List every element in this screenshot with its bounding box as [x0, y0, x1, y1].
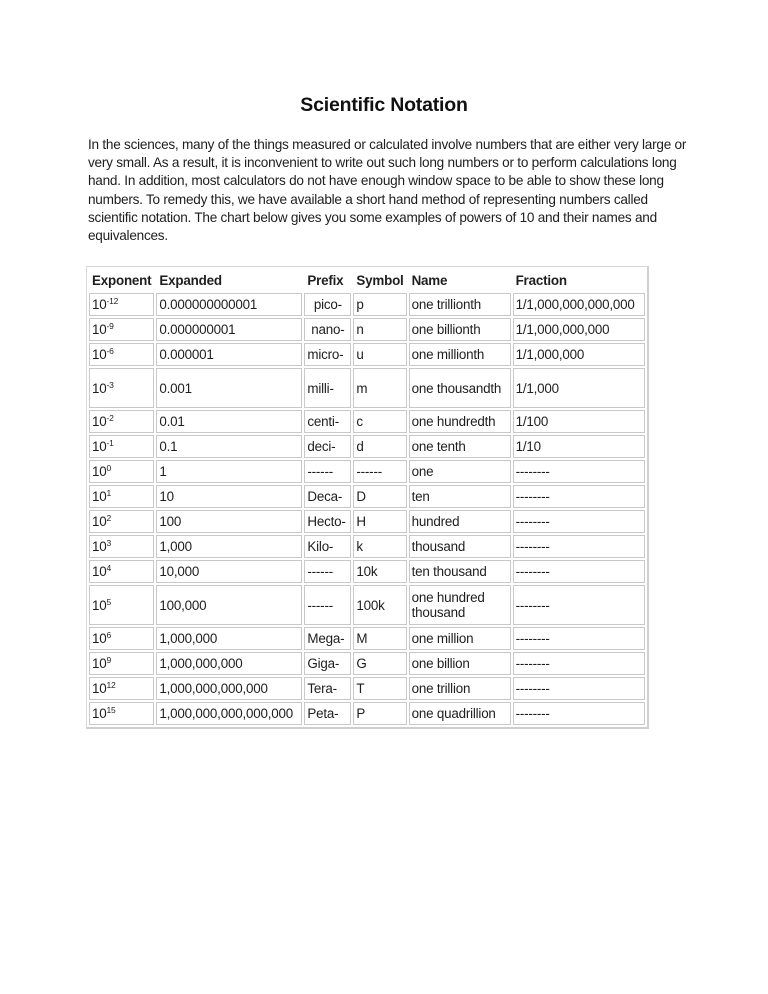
- symbol-cell: p: [353, 293, 406, 316]
- exponent-power: -9: [106, 321, 114, 331]
- name-cell: one hundred thousand: [409, 585, 511, 625]
- exponent-cell: [89, 318, 154, 341]
- prefix-cell: ------: [304, 460, 351, 483]
- exponent-base: 10: [92, 706, 107, 721]
- exponent-cell: [89, 535, 154, 558]
- exponent-power: -6: [106, 346, 114, 356]
- exponent-base: 10: [92, 597, 107, 613]
- symbol-cell: c: [353, 410, 406, 433]
- exponent-cell: [89, 510, 154, 533]
- name-cell: one trillionth: [409, 293, 511, 316]
- exponent-cell: [89, 560, 154, 583]
- prefix-cell: deci-: [304, 435, 351, 458]
- exponent-power: 9: [106, 655, 112, 665]
- prefix-cell: ------: [304, 585, 351, 625]
- expanded-cell: 0.1: [156, 435, 302, 458]
- fraction-cell: 1/1,000: [513, 368, 645, 408]
- exponent-power: 0: [106, 463, 112, 473]
- exponent-base: 10: [92, 656, 107, 671]
- prefix-cell: milli-: [304, 368, 351, 408]
- exponent-power: 12: [106, 680, 116, 690]
- name-cell: one tenth: [409, 435, 511, 458]
- name-cell: one trillion: [409, 677, 511, 700]
- prefix-cell: Kilo-: [304, 535, 351, 558]
- table-row: [89, 677, 645, 700]
- name-cell: one thousandth: [409, 368, 511, 408]
- header-prefix: Prefix: [304, 269, 351, 291]
- table-row: [89, 627, 645, 650]
- page-title: Scientific Notation: [300, 94, 468, 116]
- prefix-cell: ------: [304, 560, 351, 583]
- expanded-cell: 0.000000001: [156, 318, 302, 341]
- prefix-cell: pico-: [304, 293, 351, 316]
- exponent-base: 10: [92, 489, 107, 504]
- exponent-base: 10: [92, 322, 107, 337]
- exponent-cell: [89, 293, 154, 316]
- table-row: [89, 318, 645, 341]
- name-cell: hundred: [409, 510, 511, 533]
- symbol-cell: u: [353, 343, 406, 366]
- symbol-cell: m: [353, 368, 406, 408]
- symbol-cell: M: [353, 627, 406, 650]
- expanded-cell: 0.01: [156, 410, 302, 433]
- exponent-cell: [89, 652, 154, 675]
- table-row: [89, 368, 645, 408]
- fraction-cell: 1/10: [513, 435, 645, 458]
- prefix-cell: Giga-: [304, 652, 351, 675]
- prefix-cell: nano-: [304, 318, 351, 341]
- exponent-base: 10: [92, 347, 107, 362]
- symbol-cell: H: [353, 510, 406, 533]
- table-row: [89, 343, 645, 366]
- exponent-base: 10: [92, 539, 107, 554]
- exponent-power: 6: [106, 630, 112, 640]
- exponent-power: 3: [106, 538, 112, 548]
- header-fraction: Fraction: [513, 269, 645, 291]
- exponent-cell: [89, 343, 154, 366]
- fraction-cell: --------: [513, 460, 645, 483]
- prefix-cell: Deca-: [304, 485, 351, 508]
- exponent-power: -3: [106, 379, 114, 390]
- powers-of-ten-table: [86, 266, 649, 729]
- table-row: [89, 410, 645, 433]
- fraction-cell: --------: [513, 652, 645, 675]
- exponent-cell: [89, 410, 154, 433]
- exponent-cell: [89, 702, 154, 725]
- exponent-base: 10: [92, 297, 107, 312]
- expanded-cell: 1,000,000: [156, 627, 302, 650]
- symbol-cell: D: [353, 485, 406, 508]
- symbol-cell: T: [353, 677, 406, 700]
- expanded-cell: 1,000,000,000: [156, 652, 302, 675]
- name-cell: one million: [409, 627, 511, 650]
- table-row: [89, 702, 645, 725]
- table-row: [89, 535, 645, 558]
- exponent-power: 5: [106, 596, 112, 607]
- exponent-cell: [89, 460, 154, 483]
- exponent-base: 10: [92, 439, 107, 454]
- prefix-cell: Peta-: [304, 702, 351, 725]
- exponent-base: 10: [92, 631, 107, 646]
- expanded-cell: 100: [156, 510, 302, 533]
- name-cell: one billionth: [409, 318, 511, 341]
- exponent-cell: [89, 485, 154, 508]
- name-cell: ten thousand: [409, 560, 511, 583]
- expanded-cell: 0.000001: [156, 343, 302, 366]
- name-cell: one hundredth: [409, 410, 511, 433]
- symbol-cell: P: [353, 702, 406, 725]
- symbol-cell: ------: [353, 460, 406, 483]
- expanded-cell: 10,000: [156, 560, 302, 583]
- exponent-base: 10: [92, 414, 107, 429]
- exponent-cell: [89, 585, 154, 625]
- prefix-cell: micro-: [304, 343, 351, 366]
- expanded-cell: 1,000,000,000,000,000: [156, 702, 302, 725]
- fraction-cell: --------: [513, 510, 645, 533]
- exponent-power: 2: [106, 513, 112, 523]
- symbol-cell: n: [353, 318, 406, 341]
- prefix-cell: Mega-: [304, 627, 351, 650]
- exponent-base: 10: [92, 380, 107, 396]
- exponent-cell: [89, 435, 154, 458]
- exponent-cell: [89, 677, 154, 700]
- name-cell: thousand: [409, 535, 511, 558]
- table-header-row: [89, 269, 645, 291]
- fraction-cell: --------: [513, 560, 645, 583]
- table-row: [89, 585, 645, 625]
- table-row: [89, 652, 645, 675]
- symbol-cell: 100k: [353, 585, 406, 625]
- expanded-cell: 1,000: [156, 535, 302, 558]
- name-cell: one billion: [409, 652, 511, 675]
- header-name: Name: [409, 269, 511, 291]
- expanded-cell: 1: [156, 460, 302, 483]
- expanded-cell: 1,000,000,000,000: [156, 677, 302, 700]
- header-exponent: Exponent: [89, 269, 154, 291]
- exponent-power: -12: [106, 296, 119, 306]
- fraction-cell: --------: [513, 677, 645, 700]
- exponent-base: 10: [92, 564, 107, 579]
- fraction-cell: --------: [513, 535, 645, 558]
- table-row: [89, 510, 645, 533]
- header-expanded: Expanded: [156, 269, 302, 291]
- fraction-cell: --------: [513, 627, 645, 650]
- fraction-cell: 1/1,000,000,000: [513, 318, 645, 341]
- fraction-cell: --------: [513, 702, 645, 725]
- fraction-cell: --------: [513, 485, 645, 508]
- fraction-cell: 1/1,000,000,000,000: [513, 293, 645, 316]
- name-cell: one quadrillion: [409, 702, 511, 725]
- symbol-cell: k: [353, 535, 406, 558]
- header-symbol: Symbol: [353, 269, 406, 291]
- expanded-cell: 0.000000000001: [156, 293, 302, 316]
- symbol-cell: d: [353, 435, 406, 458]
- name-cell: one: [409, 460, 511, 483]
- prefix-cell: Tera-: [304, 677, 351, 700]
- table-row: [89, 293, 645, 316]
- exponent-power: 4: [106, 563, 112, 573]
- expanded-cell: 0.001: [156, 368, 302, 408]
- prefix-cell: Hecto-: [304, 510, 351, 533]
- name-cell: one millionth: [409, 343, 511, 366]
- intro-paragraph: In the sciences, many of the things measured or calculated involve numbers that are either very large or very small. As a result, it is inconvenient to write out such long numbers or to perform calculations long hand. In addition, most calculators do not have enough window space to be able to show these long numbers. To remedy this, we have available a short hand method of representing numbers called scientific notation. The chart below gives you some examples of powers of 10 and their names and equivalences.: [88, 137, 687, 244]
- exponent-base: 10: [92, 514, 107, 529]
- exponent-power: -2: [106, 413, 114, 423]
- exponent-power: 1: [106, 488, 112, 498]
- prefix-cell: centi-: [304, 410, 351, 433]
- exponent-cell: [89, 627, 154, 650]
- table-row: [89, 485, 645, 508]
- exponent-power: -1: [106, 438, 114, 448]
- table-row: [89, 435, 645, 458]
- fraction-cell: --------: [513, 585, 645, 625]
- exponent-base: 10: [92, 681, 107, 696]
- fraction-cell: 1/100: [513, 410, 645, 433]
- table-row: [89, 460, 645, 483]
- expanded-cell: 10: [156, 485, 302, 508]
- expanded-cell: 100,000: [156, 585, 302, 625]
- symbol-cell: 10k: [353, 560, 406, 583]
- exponent-base: 10: [92, 464, 107, 479]
- symbol-cell: G: [353, 652, 406, 675]
- exponent-power: 15: [106, 705, 116, 715]
- table-row: [89, 560, 645, 583]
- exponent-cell: [89, 368, 154, 408]
- fraction-cell: 1/1,000,000: [513, 343, 645, 366]
- name-cell: ten: [409, 485, 511, 508]
